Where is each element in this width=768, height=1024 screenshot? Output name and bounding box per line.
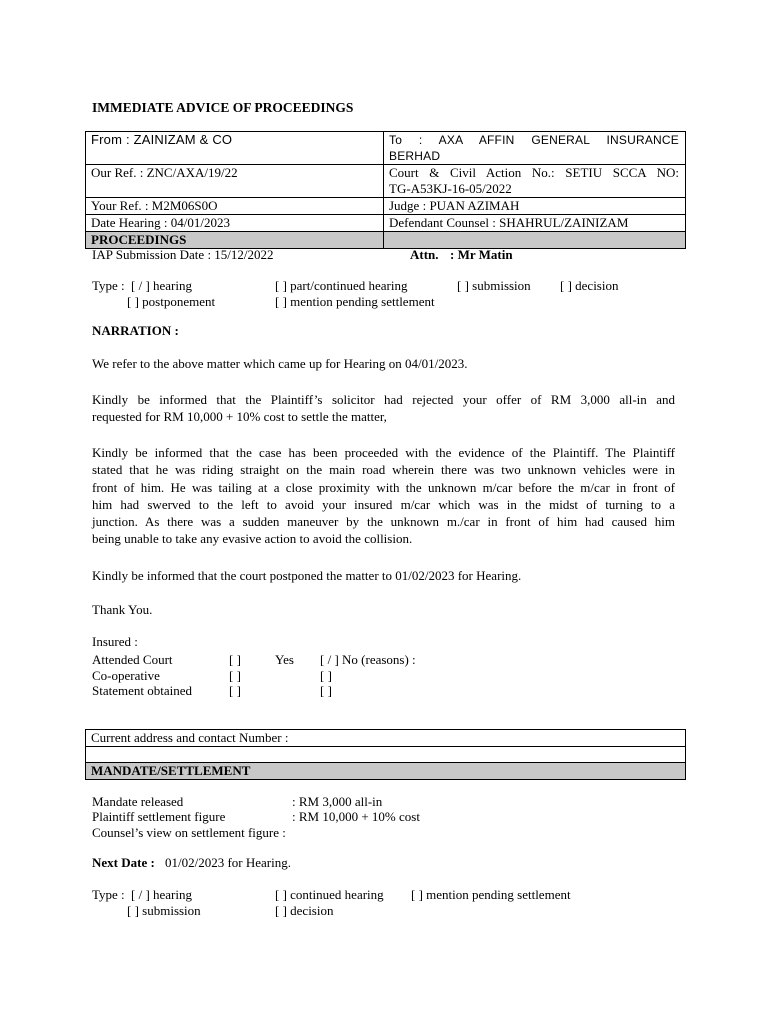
proceedings-heading: PROCEEDINGS bbox=[86, 232, 384, 249]
attn-value: : Mr Matin bbox=[450, 247, 513, 262]
narration-heading: NARRATION : bbox=[92, 323, 179, 338]
attended-court-yes: Yes bbox=[275, 652, 294, 667]
narration-paragraph-1: We refer to the above matter which came up for Hearing on 04/01/2023. bbox=[92, 356, 468, 371]
type-label: Type : bbox=[92, 278, 125, 293]
co-operative-no: [ ] bbox=[320, 668, 332, 683]
p3-line-1: Kindly be informed that the case has been proceeded with the evidence of the Plaintiff. The Plaintiff bbox=[92, 445, 675, 460]
court-line-2: TG-A53KJ-16-05/2022 bbox=[389, 181, 512, 196]
thank-you: Thank You. bbox=[92, 602, 153, 617]
attended-court-label: Attended Court bbox=[92, 652, 173, 667]
next-date-value: 01/02/2023 for Hearing. bbox=[165, 855, 292, 870]
type-option-decision: [ ] decision bbox=[560, 278, 619, 293]
judge-cell: Judge : PUAN AZIMAH bbox=[384, 198, 686, 215]
co-operative-label: Co-operative bbox=[92, 668, 160, 683]
mandate-released-label: Mandate released bbox=[92, 794, 184, 809]
type2-option-hearing: [ / ] hearing bbox=[131, 887, 193, 902]
header-table bbox=[85, 131, 686, 249]
p2-line-2: requested for RM 10,000 + 10% cost to settle the matter, bbox=[92, 409, 387, 425]
p3-line-4: him had swerved to the left to avoid your insured m/car which was in the midst of turning to a bbox=[92, 496, 675, 512]
type-option-submission: [ ] submission bbox=[457, 278, 531, 293]
insured-heading: Insured : bbox=[92, 634, 138, 649]
plaintiff-settlement-label: Plaintiff settlement figure bbox=[92, 809, 226, 824]
counsel-view-label: Counsel’s view on settlement figure : bbox=[92, 825, 286, 840]
court-line-1: Court & Civil Action No.: SETIU SCCA NO: bbox=[389, 165, 679, 180]
plaintiff-settlement-value: : RM 10,000 + 10% cost bbox=[292, 809, 420, 824]
date-hearing-cell: Date Hearing : 04/01/2023 bbox=[86, 215, 384, 232]
to-line-2: BERHAD bbox=[389, 149, 441, 163]
narration-paragraph-3 bbox=[92, 444, 675, 548]
our-ref-cell: Our Ref. : ZNC/AXA/19/22 bbox=[86, 165, 384, 198]
narration-paragraph-4: Kindly be informed that the court postponed the matter to 01/02/2023 for Hearing. bbox=[92, 568, 522, 583]
statement-obtained-box: [ ] bbox=[229, 683, 241, 698]
type-option-mention: [ ] mention pending settlement bbox=[275, 294, 435, 309]
mandate-settlement-heading: MANDATE/SETTLEMENT bbox=[86, 763, 686, 780]
proceedings-empty-cell bbox=[384, 232, 686, 249]
mandate-released-value: : RM 3,000 all-in bbox=[292, 794, 383, 809]
type2-option-continued: [ ] continued hearing bbox=[275, 887, 384, 902]
attended-court-box: [ ] bbox=[229, 652, 241, 667]
your-ref-cell: Your Ref. : M2M06S0O bbox=[86, 198, 384, 215]
type2-option-submission: [ ] submission bbox=[127, 903, 201, 918]
to-cell bbox=[384, 132, 686, 165]
type2-label: Type : bbox=[92, 887, 125, 902]
p3-line-2: stated that he was riding straight on the main road wherein there was two unknown vehicles were in bbox=[92, 462, 675, 478]
attn-label: Attn. bbox=[410, 247, 439, 262]
co-operative-box: [ ] bbox=[229, 668, 241, 683]
p3-line-6: being unable to take any evasive action to avoid the collision. bbox=[92, 531, 413, 547]
statement-obtained-no: [ ] bbox=[320, 683, 332, 698]
statement-obtained-label: Statement obtained bbox=[92, 683, 193, 698]
type2-option-mention: [ ] mention pending settlement bbox=[411, 887, 571, 902]
type-option-postponement: [ ] postponement bbox=[127, 294, 216, 309]
current-address-cell: Current address and contact Number : bbox=[86, 730, 686, 747]
p3-line-5: junction. As there was a sudden maneuver by the unknown m./car in front of him had caused him bbox=[92, 514, 675, 530]
type-option-hearing: [ / ] hearing bbox=[131, 278, 193, 293]
from-cell: From : ZAINIZAM & CO bbox=[86, 132, 384, 165]
address-empty-cell bbox=[86, 747, 686, 763]
document-title: IMMEDIATE ADVICE OF PROCEEDINGS bbox=[92, 100, 354, 115]
narration-paragraph-2 bbox=[92, 391, 675, 426]
to-line-1: To : AXA AFFIN GENERAL INSURANCE bbox=[389, 133, 679, 147]
iap-submission-date: IAP Submission Date : 15/12/2022 bbox=[92, 247, 274, 262]
defendant-counsel-cell: Defendant Counsel : SHAHRUL/ZAINIZAM bbox=[384, 215, 686, 232]
type-option-part-continued: [ ] part/continued hearing bbox=[275, 278, 408, 293]
next-date-label: Next Date : bbox=[92, 855, 155, 870]
attended-court-no: [ / ] No (reasons) : bbox=[320, 652, 416, 667]
court-cell bbox=[384, 165, 686, 198]
type2-option-decision: [ ] decision bbox=[275, 903, 334, 918]
p3-line-3: front of him. He was tailing at a close proximity with the unknown m/car before the m/car in front of bbox=[92, 479, 675, 495]
p2-line-1: Kindly be informed that the Plaintiff’s solicitor had rejected your offer of RM 3,000 all-in and bbox=[92, 392, 675, 407]
address-table bbox=[85, 729, 686, 780]
